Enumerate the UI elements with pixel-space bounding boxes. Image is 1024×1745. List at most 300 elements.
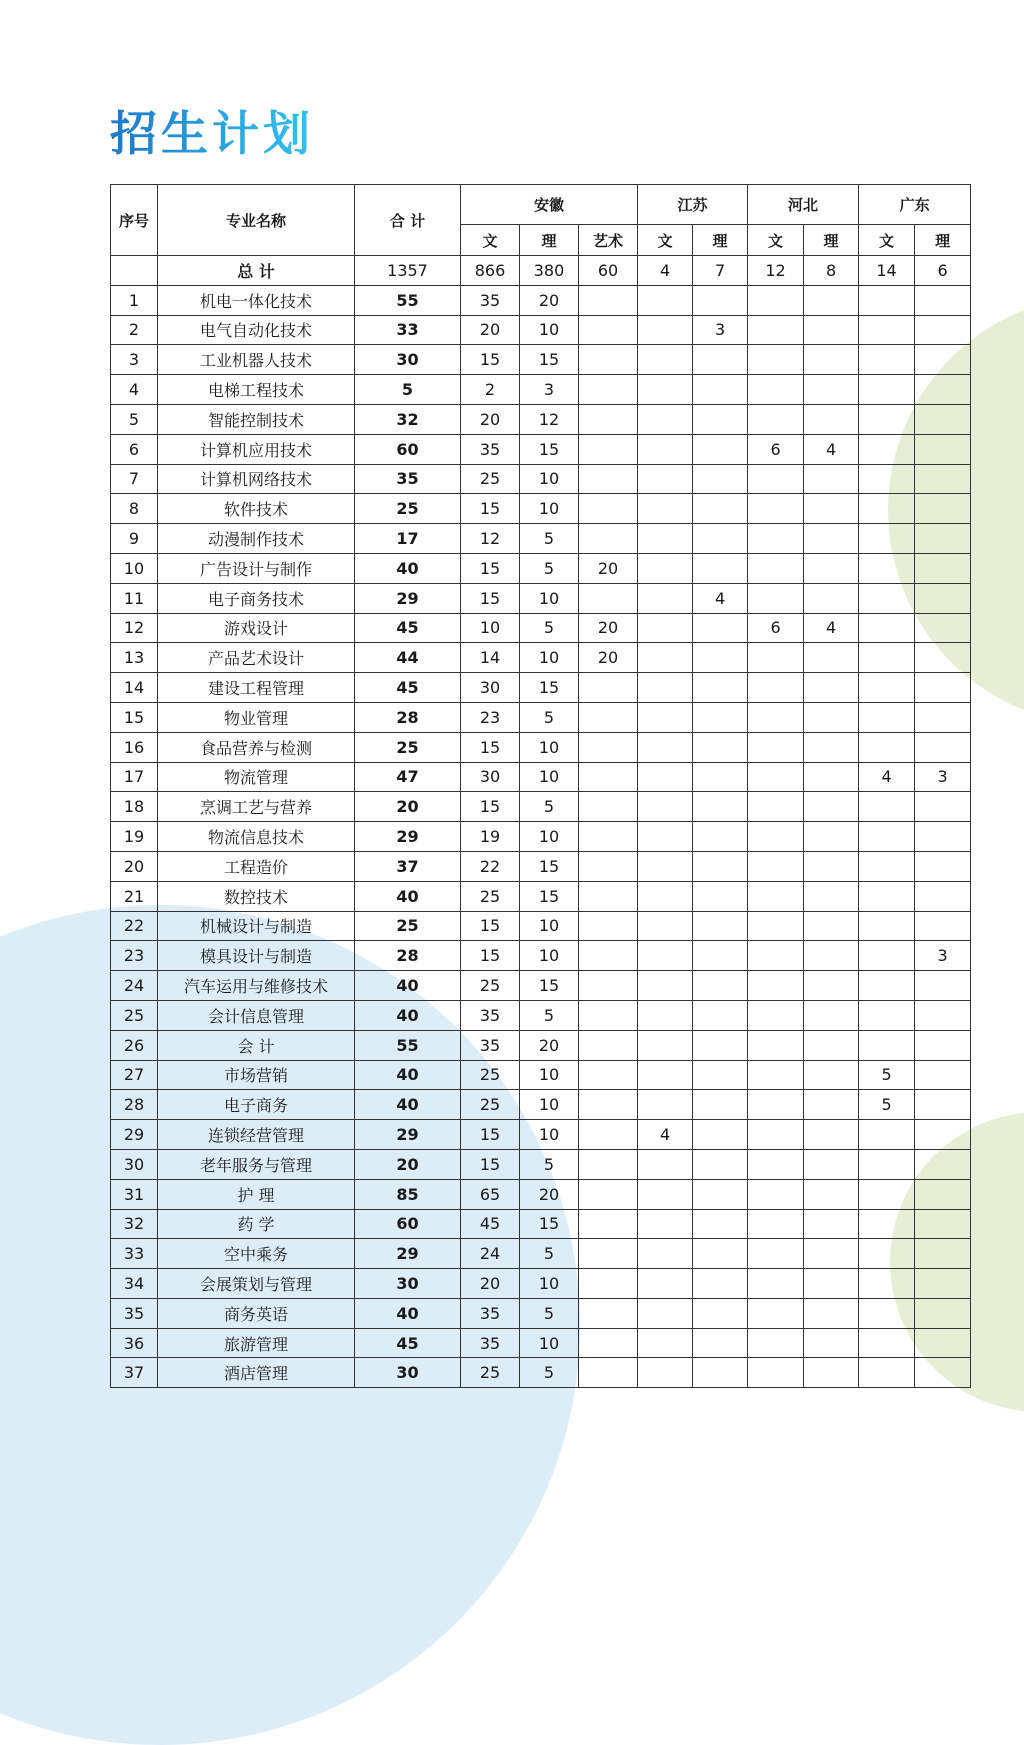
- row-seq: 23: [111, 941, 158, 971]
- row-cell: 25: [461, 881, 520, 911]
- row-cell: 30: [461, 762, 520, 792]
- row-cell: [804, 702, 859, 732]
- row-seq: 15: [111, 702, 158, 732]
- row-total: 35: [355, 464, 461, 494]
- row-total: 40: [355, 1060, 461, 1090]
- row-cell: [804, 643, 859, 673]
- row-major-name: 计算机网络技术: [158, 464, 355, 494]
- row-cell: [915, 1060, 971, 1090]
- table-row: [111, 881, 971, 911]
- row-cell: [579, 285, 638, 315]
- row-major-name: 药 学: [158, 1209, 355, 1239]
- row-cell: [859, 822, 915, 852]
- row-cell: [915, 1030, 971, 1060]
- row-cell: 15: [461, 732, 520, 762]
- row-cell: [804, 762, 859, 792]
- row-cell: 65: [461, 1179, 520, 1209]
- row-cell: [859, 1179, 915, 1209]
- row-major-name: 烹调工艺与营养: [158, 792, 355, 822]
- row-cell: [693, 792, 748, 822]
- total-row-label: 总 计: [158, 256, 355, 286]
- row-total: 30: [355, 1358, 461, 1388]
- row-cell: [693, 732, 748, 762]
- row-cell: [693, 1179, 748, 1209]
- header-province-jiangsu: 江苏: [638, 185, 748, 225]
- row-cell: 15: [461, 494, 520, 524]
- row-cell: [693, 1030, 748, 1060]
- row-cell: 10: [520, 583, 579, 613]
- row-seq: 21: [111, 881, 158, 911]
- row-cell: [693, 1209, 748, 1239]
- row-cell: [915, 553, 971, 583]
- row-total: 40: [355, 971, 461, 1001]
- row-cell: [804, 1000, 859, 1030]
- row-cell: [693, 851, 748, 881]
- total-row: [111, 256, 971, 286]
- row-cell: [915, 1090, 971, 1120]
- row-cell: 12: [520, 404, 579, 434]
- row-cell: 35: [461, 434, 520, 464]
- row-seq: 12: [111, 613, 158, 643]
- table-row: [111, 822, 971, 852]
- row-seq: 24: [111, 971, 158, 1001]
- table-row: [111, 1328, 971, 1358]
- row-cell: 3: [693, 315, 748, 345]
- table-row: [111, 1000, 971, 1030]
- row-total: 55: [355, 1030, 461, 1060]
- row-cell: [915, 822, 971, 852]
- row-cell: [804, 792, 859, 822]
- row-total: 5: [355, 375, 461, 405]
- header-province-guangdong: 广东: [859, 185, 971, 225]
- row-cell: [693, 1149, 748, 1179]
- row-cell: [579, 1298, 638, 1328]
- row-cell: [638, 345, 693, 375]
- row-seq: 33: [111, 1239, 158, 1269]
- total-cell: 4: [638, 256, 693, 286]
- row-cell: 23: [461, 702, 520, 732]
- row-cell: [804, 941, 859, 971]
- row-cell: [915, 404, 971, 434]
- row-cell: [638, 1090, 693, 1120]
- row-major-name: 软件技术: [158, 494, 355, 524]
- row-cell: [579, 315, 638, 345]
- header-sub: 艺术: [579, 225, 638, 256]
- header-province-anhui: 安徽: [461, 185, 638, 225]
- table-row: [111, 1269, 971, 1299]
- row-seq: 9: [111, 524, 158, 554]
- row-seq: 29: [111, 1120, 158, 1150]
- total-cell: 60: [579, 256, 638, 286]
- row-cell: 4: [804, 434, 859, 464]
- table-row: [111, 553, 971, 583]
- row-cell: [579, 732, 638, 762]
- row-cell: 15: [520, 434, 579, 464]
- row-seq: 17: [111, 762, 158, 792]
- row-cell: [915, 1179, 971, 1209]
- table-row: [111, 911, 971, 941]
- row-cell: [748, 1179, 804, 1209]
- row-cell: 4: [859, 762, 915, 792]
- row-cell: 5: [520, 1358, 579, 1388]
- row-cell: [638, 792, 693, 822]
- row-cell: [748, 1298, 804, 1328]
- row-cell: 25: [461, 1358, 520, 1388]
- header-sub: 文: [748, 225, 804, 256]
- row-major-name: 会 计: [158, 1030, 355, 1060]
- row-cell: 12: [461, 524, 520, 554]
- row-cell: 10: [520, 822, 579, 852]
- row-cell: 10: [520, 732, 579, 762]
- row-cell: [693, 941, 748, 971]
- row-total: 20: [355, 792, 461, 822]
- row-cell: [804, 1239, 859, 1269]
- row-seq: 6: [111, 434, 158, 464]
- row-cell: [859, 1239, 915, 1269]
- row-cell: 20: [520, 1179, 579, 1209]
- row-cell: [638, 881, 693, 911]
- row-cell: [638, 434, 693, 464]
- row-cell: [804, 1358, 859, 1388]
- row-cell: [915, 1120, 971, 1150]
- row-cell: [748, 673, 804, 703]
- header-total: 合 计: [355, 185, 461, 256]
- row-seq: 19: [111, 822, 158, 852]
- row-cell: 5: [520, 524, 579, 554]
- row-seq: 14: [111, 673, 158, 703]
- row-cell: [859, 911, 915, 941]
- row-cell: [638, 643, 693, 673]
- row-cell: 45: [461, 1209, 520, 1239]
- row-cell: [638, 1209, 693, 1239]
- row-cell: [915, 971, 971, 1001]
- row-total: 29: [355, 583, 461, 613]
- row-cell: [638, 583, 693, 613]
- row-cell: 10: [520, 315, 579, 345]
- row-cell: [915, 1000, 971, 1030]
- header-sub: 理: [520, 225, 579, 256]
- row-cell: [748, 941, 804, 971]
- total-row-total: 1357: [355, 256, 461, 286]
- row-cell: 20: [461, 404, 520, 434]
- row-major-name: 建设工程管理: [158, 673, 355, 703]
- row-cell: 2: [461, 375, 520, 405]
- row-cell: 24: [461, 1239, 520, 1269]
- row-total: 55: [355, 285, 461, 315]
- row-cell: 10: [520, 941, 579, 971]
- row-cell: [915, 1149, 971, 1179]
- row-seq: 34: [111, 1269, 158, 1299]
- row-cell: [915, 464, 971, 494]
- row-cell: 10: [461, 613, 520, 643]
- row-cell: [804, 315, 859, 345]
- row-cell: [579, 345, 638, 375]
- row-cell: [579, 792, 638, 822]
- row-cell: [638, 702, 693, 732]
- row-cell: [748, 792, 804, 822]
- row-cell: [859, 1000, 915, 1030]
- row-cell: [579, 583, 638, 613]
- row-cell: 20: [579, 643, 638, 673]
- row-cell: [693, 613, 748, 643]
- row-cell: 5: [520, 553, 579, 583]
- row-cell: [859, 643, 915, 673]
- row-total: 17: [355, 524, 461, 554]
- row-cell: [804, 524, 859, 554]
- row-cell: [748, 971, 804, 1001]
- header-province-hebei: 河北: [748, 185, 859, 225]
- row-cell: [915, 643, 971, 673]
- row-cell: [579, 1239, 638, 1269]
- row-cell: [859, 881, 915, 911]
- table-row: [111, 851, 971, 881]
- row-major-name: 物流管理: [158, 762, 355, 792]
- header-sub: 理: [915, 225, 971, 256]
- row-cell: [748, 1090, 804, 1120]
- row-cell: [638, 1149, 693, 1179]
- row-cell: [804, 971, 859, 1001]
- row-cell: [638, 911, 693, 941]
- row-cell: [693, 1298, 748, 1328]
- table-row: [111, 464, 971, 494]
- row-cell: [748, 1358, 804, 1388]
- row-cell: [859, 285, 915, 315]
- row-cell: 5: [520, 1149, 579, 1179]
- row-cell: [579, 1149, 638, 1179]
- total-row-seq: [111, 256, 158, 286]
- row-cell: [693, 375, 748, 405]
- row-cell: [748, 375, 804, 405]
- row-cell: [859, 583, 915, 613]
- row-cell: [748, 285, 804, 315]
- row-cell: [915, 792, 971, 822]
- table-row: [111, 1179, 971, 1209]
- row-cell: 3: [915, 762, 971, 792]
- table-row: [111, 732, 971, 762]
- row-cell: [579, 1120, 638, 1150]
- row-cell: [748, 1239, 804, 1269]
- row-cell: [804, 494, 859, 524]
- row-seq: 31: [111, 1179, 158, 1209]
- row-major-name: 数控技术: [158, 881, 355, 911]
- row-cell: 10: [520, 1120, 579, 1150]
- row-cell: [804, 1090, 859, 1120]
- row-cell: [693, 553, 748, 583]
- row-seq: 35: [111, 1298, 158, 1328]
- row-cell: [579, 702, 638, 732]
- row-cell: [693, 881, 748, 911]
- row-cell: 20: [579, 613, 638, 643]
- row-total: 30: [355, 345, 461, 375]
- row-cell: [693, 673, 748, 703]
- row-cell: 5: [520, 1298, 579, 1328]
- row-cell: [859, 494, 915, 524]
- row-cell: [638, 1179, 693, 1209]
- table-row: [111, 762, 971, 792]
- row-cell: [859, 464, 915, 494]
- row-cell: [748, 494, 804, 524]
- row-cell: [748, 1269, 804, 1299]
- row-seq: 30: [111, 1149, 158, 1179]
- row-cell: [859, 702, 915, 732]
- row-cell: [748, 583, 804, 613]
- row-cell: [693, 1358, 748, 1388]
- row-total: 37: [355, 851, 461, 881]
- row-seq: 4: [111, 375, 158, 405]
- row-total: 25: [355, 732, 461, 762]
- row-major-name: 空中乘务: [158, 1239, 355, 1269]
- row-cell: [638, 941, 693, 971]
- row-cell: 3: [915, 941, 971, 971]
- row-cell: [915, 1209, 971, 1239]
- row-cell: 14: [461, 643, 520, 673]
- row-cell: [693, 404, 748, 434]
- row-major-name: 护 理: [158, 1179, 355, 1209]
- row-cell: [693, 464, 748, 494]
- row-cell: [859, 1209, 915, 1239]
- row-cell: [748, 851, 804, 881]
- row-cell: [693, 822, 748, 852]
- row-cell: [859, 1149, 915, 1179]
- row-cell: [748, 1030, 804, 1060]
- row-cell: [915, 345, 971, 375]
- row-cell: 20: [461, 1269, 520, 1299]
- row-cell: [804, 911, 859, 941]
- table-row: [111, 583, 971, 613]
- row-cell: [804, 1030, 859, 1060]
- table-row: [111, 702, 971, 732]
- row-cell: 25: [461, 971, 520, 1001]
- row-cell: [859, 1358, 915, 1388]
- row-cell: 35: [461, 285, 520, 315]
- row-cell: 5: [520, 792, 579, 822]
- row-cell: 15: [520, 971, 579, 1001]
- header-sub: 理: [804, 225, 859, 256]
- row-cell: [748, 732, 804, 762]
- row-cell: [748, 1000, 804, 1030]
- row-cell: [579, 494, 638, 524]
- table-row: [111, 404, 971, 434]
- row-total: 25: [355, 911, 461, 941]
- header-sub: 文: [859, 225, 915, 256]
- row-cell: 22: [461, 851, 520, 881]
- row-seq: 37: [111, 1358, 158, 1388]
- table-row: [111, 1358, 971, 1388]
- row-major-name: 计算机应用技术: [158, 434, 355, 464]
- row-cell: [915, 524, 971, 554]
- row-total: 44: [355, 643, 461, 673]
- row-cell: [804, 673, 859, 703]
- row-cell: [693, 911, 748, 941]
- row-total: 30: [355, 1269, 461, 1299]
- row-major-name: 工业机器人技术: [158, 345, 355, 375]
- row-major-name: 商务英语: [158, 1298, 355, 1328]
- row-total: 40: [355, 1000, 461, 1030]
- row-total: 47: [355, 762, 461, 792]
- row-cell: [579, 1269, 638, 1299]
- row-seq: 25: [111, 1000, 158, 1030]
- row-cell: [638, 1328, 693, 1358]
- row-cell: [638, 315, 693, 345]
- row-cell: [748, 702, 804, 732]
- row-cell: 15: [461, 1149, 520, 1179]
- table-row: [111, 1090, 971, 1120]
- table-row: [111, 434, 971, 464]
- row-total: 45: [355, 673, 461, 703]
- row-cell: [804, 1269, 859, 1299]
- row-cell: 5: [520, 1239, 579, 1269]
- row-major-name: 电子商务: [158, 1090, 355, 1120]
- row-cell: [915, 1358, 971, 1388]
- page-title: 招生计划: [110, 100, 314, 170]
- row-cell: 19: [461, 822, 520, 852]
- row-cell: [638, 1030, 693, 1060]
- row-cell: 25: [461, 1090, 520, 1120]
- row-major-name: 智能控制技术: [158, 404, 355, 434]
- row-cell: 15: [461, 1120, 520, 1150]
- row-cell: [859, 941, 915, 971]
- row-total: 60: [355, 1209, 461, 1239]
- row-seq: 36: [111, 1328, 158, 1358]
- row-cell: [915, 285, 971, 315]
- row-cell: [915, 315, 971, 345]
- table-row: [111, 971, 971, 1001]
- row-cell: 10: [520, 1060, 579, 1090]
- row-cell: [693, 285, 748, 315]
- row-cell: [859, 404, 915, 434]
- row-cell: [579, 1060, 638, 1090]
- header-seq: 序号: [111, 185, 158, 256]
- row-cell: [915, 613, 971, 643]
- row-cell: [859, 971, 915, 1001]
- row-seq: 22: [111, 911, 158, 941]
- total-cell: 6: [915, 256, 971, 286]
- row-cell: [638, 673, 693, 703]
- row-cell: [748, 911, 804, 941]
- row-cell: [748, 1149, 804, 1179]
- row-cell: [638, 762, 693, 792]
- row-cell: [804, 583, 859, 613]
- row-cell: [693, 524, 748, 554]
- row-cell: [804, 1060, 859, 1090]
- row-seq: 5: [111, 404, 158, 434]
- row-cell: [748, 1209, 804, 1239]
- row-major-name: 工程造价: [158, 851, 355, 881]
- row-major-name: 游戏设计: [158, 613, 355, 643]
- row-cell: 10: [520, 911, 579, 941]
- row-seq: 2: [111, 315, 158, 345]
- row-seq: 3: [111, 345, 158, 375]
- row-cell: [804, 375, 859, 405]
- row-cell: [693, 1060, 748, 1090]
- row-total: 32: [355, 404, 461, 434]
- row-cell: [804, 1120, 859, 1150]
- row-cell: [693, 971, 748, 1001]
- row-cell: [859, 434, 915, 464]
- row-cell: [579, 911, 638, 941]
- row-cell: [579, 673, 638, 703]
- row-cell: [748, 345, 804, 375]
- row-seq: 16: [111, 732, 158, 762]
- row-cell: 6: [748, 613, 804, 643]
- row-cell: [638, 1239, 693, 1269]
- row-cell: [915, 911, 971, 941]
- row-cell: [693, 494, 748, 524]
- row-total: 40: [355, 1298, 461, 1328]
- row-cell: [859, 345, 915, 375]
- row-cell: [859, 851, 915, 881]
- row-cell: [859, 1120, 915, 1150]
